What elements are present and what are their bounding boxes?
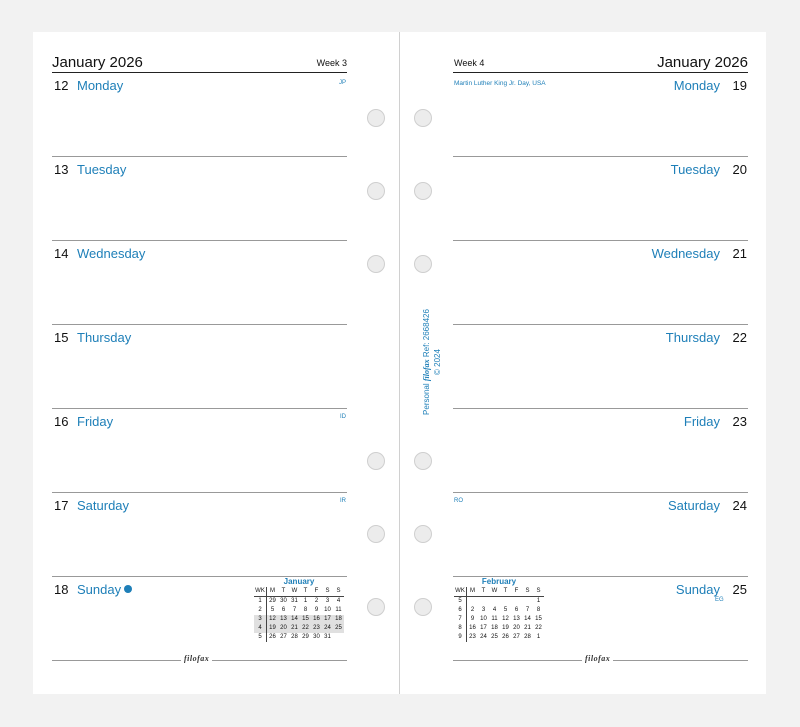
mini-day: 25 [491,634,498,640]
day-name: Sunday [675,582,720,597]
mini-day: 19 [267,624,279,633]
mini-header: S [322,587,333,597]
day-number: 25 [732,582,747,597]
mini-week-row [454,615,544,624]
mini-header: F [511,587,522,597]
mini-header: T [278,587,289,597]
country-tag: EG [715,597,724,603]
mini-week-number: 4 [254,624,267,633]
mini-day: 17 [322,615,333,624]
mini-day: 29 [269,598,276,604]
mini-week-row [454,624,544,633]
mini-day: 14 [524,616,531,622]
mini-day: 3 [325,598,330,604]
size-label: Personal [422,383,431,415]
spine-fold [399,32,400,694]
ring-hole [414,598,432,616]
mini-day: 18 [491,625,498,631]
mini-day: 8 [536,607,541,613]
ring-hole [414,452,432,470]
mini-day: 1 [303,598,308,604]
day-divider [453,324,748,325]
mini-day: 27 [280,634,287,640]
mini-day: 22 [535,625,542,631]
mini-day: 24 [480,634,487,640]
day-divider [453,408,748,409]
day-number: 13 [54,162,69,177]
mini-day: 20 [513,625,520,631]
mini-week-row-next [254,624,344,633]
day-name: Sunday [77,582,122,597]
day-divider [453,240,748,241]
mini-calendar-february [454,577,544,642]
mini-day: 4 [492,607,497,613]
day-name: Monday [673,78,720,93]
mini-calendar-title: February [481,577,517,586]
mini-header: T [500,587,511,597]
mini-day: 23 [469,634,476,640]
mini-day: 2 [314,598,319,604]
mini-day: 19 [502,625,509,631]
mini-day: 30 [313,634,320,640]
mini-day: 16 [469,625,476,631]
mini-header: S [522,587,533,597]
month-title: January 2026 [657,54,748,71]
mini-day: 23 [311,624,322,633]
mini-calendar-grid [454,587,544,642]
mini-week-number: 6 [454,606,467,615]
mini-day [511,597,522,607]
mini-day: 20 [278,624,289,633]
mini-week-row-current [254,615,344,624]
mini-week-row [254,633,344,642]
mini-day: 5 [503,607,508,613]
mini-week-row [254,597,344,607]
header-rule [52,72,347,73]
mini-week-number: 1 [254,597,267,607]
mini-day: 11 [491,616,498,622]
day-number: 19 [732,78,747,93]
mini-day: 24 [322,624,333,633]
day-name: Tuesday [670,162,720,177]
mini-day [489,597,500,607]
mini-day [467,597,479,607]
day-number: 23 [732,414,747,429]
mini-day: 12 [267,615,279,624]
day-number: 20 [732,162,747,177]
mini-day: 6 [514,607,519,613]
filofax-logo: filofax [422,359,431,382]
mini-day: 29 [302,634,309,640]
copyright: © 2024 [433,349,442,375]
ring-hole [367,255,385,273]
day-name: Wednesday [77,246,146,261]
mini-week-row [454,606,544,615]
mini-day: 31 [324,634,331,640]
week-label: Week 4 [454,58,485,68]
day-number: 15 [54,330,69,345]
ring-hole [367,182,385,200]
mini-day: 4 [336,598,341,604]
mini-calendar-title: January [283,577,315,586]
mini-week-row [254,606,344,615]
mini-calendar-grid [254,587,344,642]
country-tag: JP [339,80,347,86]
day-name: Monday [77,78,124,93]
mini-day: 10 [480,616,487,622]
day-divider [52,240,347,241]
mini-day: 13 [278,615,289,624]
day-number: 16 [54,414,69,429]
mini-day: 21 [289,624,300,633]
mini-day: 13 [513,616,520,622]
mini-day: 11 [335,607,342,613]
day-number: 24 [732,498,747,513]
mini-week-number: 5 [454,597,467,607]
mini-day: 10 [324,607,331,613]
day-name: Tuesday [77,162,127,177]
mini-day [478,597,489,607]
mini-week-row [454,633,544,642]
mini-day: 8 [303,607,308,613]
filofax-logo: filofax [181,654,212,663]
mini-day: 16 [311,615,322,624]
mini-day: 9 [314,607,319,613]
mini-day: 9 [470,616,475,622]
ring-hole [367,525,385,543]
mini-day: 26 [502,634,509,640]
mini-day: 14 [289,615,300,624]
mini-header: S [333,587,344,597]
mini-day: 6 [281,607,286,613]
mini-day: 7 [525,607,530,613]
mini-day: 12 [502,616,509,622]
mini-day: 31 [291,598,298,604]
mini-header: M [267,587,279,597]
ring-hole [367,452,385,470]
month-title: January 2026 [52,54,143,71]
mini-header: WK [254,587,267,597]
right-page [400,32,766,694]
day-divider [453,156,748,157]
day-number: 22 [732,330,747,345]
mini-day: 15 [535,616,542,622]
mini-header: WK [454,587,467,597]
day-divider [52,492,347,493]
mini-header: W [489,587,500,597]
mini-day: 21 [524,625,531,631]
mini-day: 28 [524,634,531,640]
week-label: Week 3 [316,58,347,68]
mini-header: S [533,587,544,597]
day-number: 17 [54,498,69,513]
mini-header: T [300,587,311,597]
country-tag: IR [340,498,346,504]
day-divider [52,408,347,409]
mini-day: 28 [291,634,298,640]
day-number: 12 [54,78,69,93]
filofax-logo: filofax [582,654,613,663]
mini-day: 22 [300,624,311,633]
country-tag: ID [340,414,346,420]
mini-week-number: 3 [254,615,267,624]
product-reference [421,309,443,415]
ring-hole [367,598,385,616]
mini-header: W [289,587,300,597]
mini-header: F [311,587,322,597]
mini-week-number: 9 [454,633,467,642]
day-name: Friday [683,414,720,429]
day-name: Friday [77,414,114,429]
mini-week-row [454,597,544,607]
mini-day [500,597,511,607]
header-rule [453,72,748,73]
mini-week-number: 7 [454,615,467,624]
day-name: Thursday [77,330,132,345]
ref-code: Ref: 2668426 [422,309,431,358]
mini-day: 26 [269,634,276,640]
ring-hole [414,109,432,127]
mini-day: 27 [513,634,520,640]
day-number: 14 [54,246,69,261]
ring-hole [414,525,432,543]
day-number: 21 [732,246,747,261]
country-tag: RO [454,498,463,504]
mini-day: 15 [300,615,311,624]
mini-day: 7 [292,607,297,613]
mini-day [333,633,344,642]
left-page [33,32,399,694]
mini-header: T [478,587,489,597]
mini-day: 3 [481,607,486,613]
day-name: Thursday [665,330,720,345]
mini-calendar-january [254,577,344,642]
mini-day: 5 [270,607,275,613]
full-moon-icon [124,585,132,593]
day-divider [52,156,347,157]
holiday-note: Martin Luther King Jr. Day, USA [454,80,546,87]
ring-hole [414,255,432,273]
mini-day: 18 [333,615,344,624]
mini-day: 2 [470,607,475,613]
day-divider [453,492,748,493]
day-name: Saturday [77,498,130,513]
mini-day: 30 [280,598,287,604]
mini-week-number: 2 [254,606,267,615]
mini-week-number: 5 [254,633,267,642]
mini-day [522,597,533,607]
mini-header: M [467,587,479,597]
day-name: Saturday [667,498,720,513]
day-divider [52,324,347,325]
ring-hole [414,182,432,200]
mini-day: 1 [536,634,541,640]
mini-day: 1 [536,598,541,604]
ring-hole [367,109,385,127]
mini-day: 25 [333,624,344,633]
day-number: 18 [54,582,69,597]
day-name: Wednesday [651,246,720,261]
mini-week-number: 8 [454,624,467,633]
mini-day: 17 [480,625,487,631]
